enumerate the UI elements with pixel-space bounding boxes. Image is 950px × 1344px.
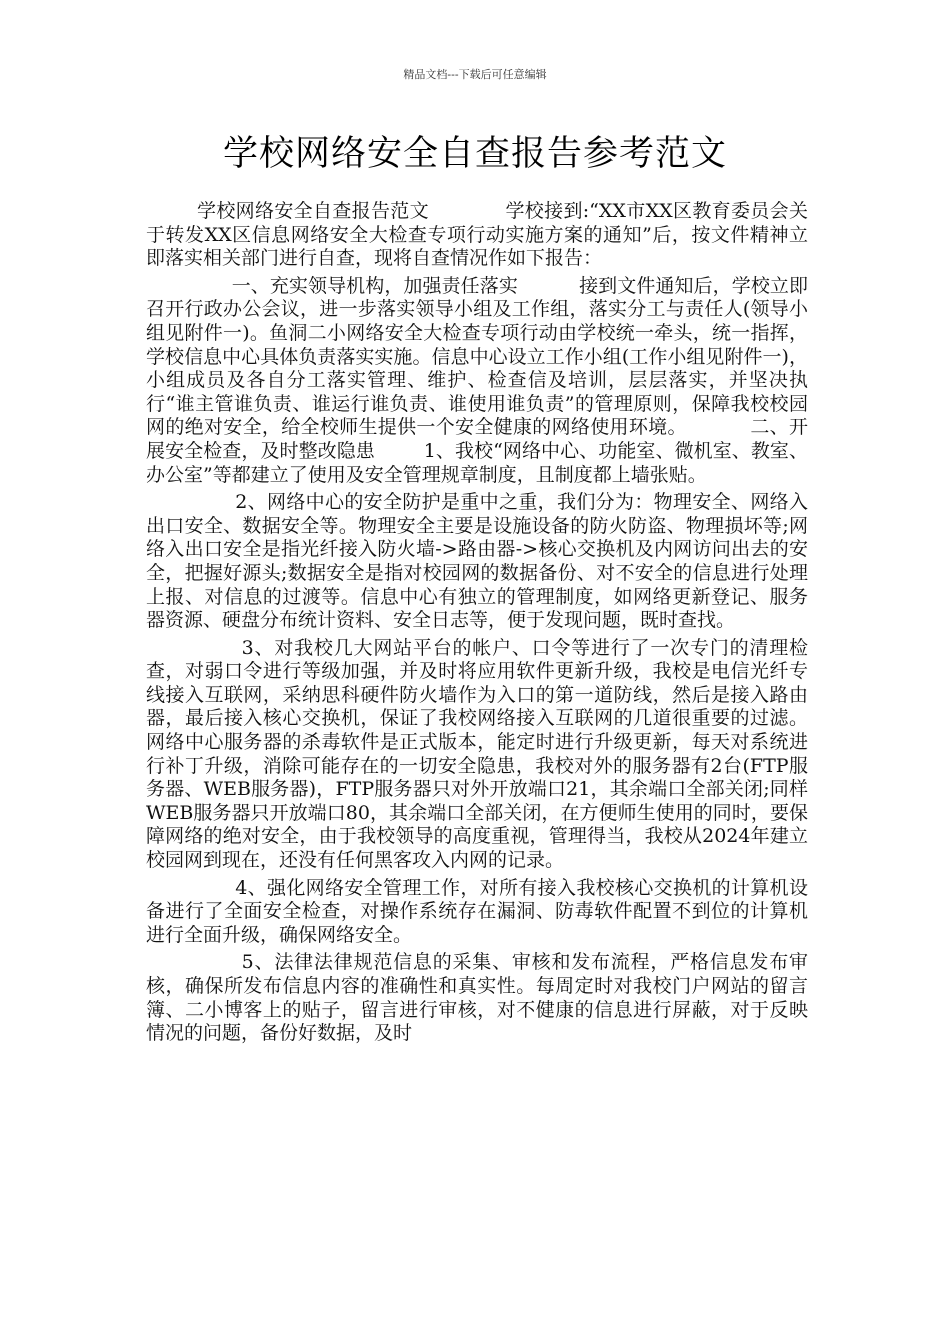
paragraph-item-3: 3、对我校几大网站平台的帐户、口令等进行了一次专门的清理检查，对弱口令进行等级加强，并及时将应用软件更新升级，我校是电信光纤专线接入互联网，采纳思科硬件防火墙作为入口的第一道防线，然后是接入路由器，最后接入核心交换机，保证了我校网络接入互联网的几道很重要的过滤。网络中心服务器的杀毒软件是正式版本，能定时进行升级更新，每天对系统进行补丁升级，消除可能存在的一切安全隐患，我校对外的服务器有2台(FTP服务器、WEB服务器)，FTP服务器只对外开放端口21，其余端口全部关闭;同样WEB服务器只开放端口80，其余端口全部关闭，在方便师生使用的同时，要保障网络的绝对安全，由于我校领导的高度重视，管理得当，我校从2024年建立校园网到现在，还没有任何黑客攻入内网的记录。 [146, 636, 808, 872]
paragraph-item-5: 5、法律法律规范信息的采集、审核和发布流程，严格信息发布审核，确保所发布信息内容的准确性和真实性。每周定时对我校门户网站的留言簿、二小博客上的贴子，留言进行审核，对不健康的信息进行屏蔽，对于反映情况的问题，备份好数据，及时 [146, 951, 808, 1045]
document-body [146, 200, 808, 1050]
paragraph-item-4: 4、强化网络安全管理工作，对所有接入我校核心交换机的计算机设备进行了全面安全检查，对操作系统存在漏洞、防毒软件配置不到位的计算机进行全面升级，确保网络安全。 [146, 876, 808, 946]
header-note: 精品文档---下载后可任意编辑 [403, 68, 547, 81]
paragraph-section-1-2: 一、充实领导机构，加强责任落实 接到文件通知后，学校立即召开行政办公会议，进一步落实领导小组及工作组，落实分工与责任人(领导小组见附件一)。鱼洞二小网络安全大检查专项行动由学校统一牵头，统一指挥，学校信息中心具体负责落实实施。信息中心设立工作小组(工作小组见附件一)，小组成员及各自分工落实管理、维护、检查信及培训，层层落实，并坚决执行“谁主管谁负责、谁运行谁负责、谁使用谁负责”的管理原则，保障我校校园网的绝对安全，给全校师生提供一个安全健康的网络使用环境。 二、开展安全检查，及时整改隐患 1、我校“网络中心、功能室、微机室、教室、办公室”等都建立了使用及安全管理规章制度，且制度都上墙张贴。 [146, 274, 808, 486]
paragraph-intro: 学校网络安全自查报告范文 学校接到:“XX市XX区教育委员会关于转发XX区信息网络安全大检查专项行动实施方案的通知”后，按文件精神立即落实相关部门进行自查，现将自查情况作如下报告： [146, 200, 808, 270]
document-title: 学校网络安全自查报告参考范文 [222, 134, 727, 174]
paragraph-item-2: 2、网络中心的安全防护是重中之重，我们分为：物理安全、网络入出口安全、数据安全等。物理安全主要是设施设备的防火防盗、物理损坏等;网络入出口安全是指光纤接入防火墙->路由器->核心交换机及内网访问出去的安全，把握好源头;数据安全是指对校园网的数据备份、对不安全的信息进行处理上报、对信息的过渡等。信息中心有独立的管理制度，如网络更新登记、服务器资源、硬盘分布统计资料、安全日志等，便于发现问题，既时查找。 [146, 491, 808, 632]
